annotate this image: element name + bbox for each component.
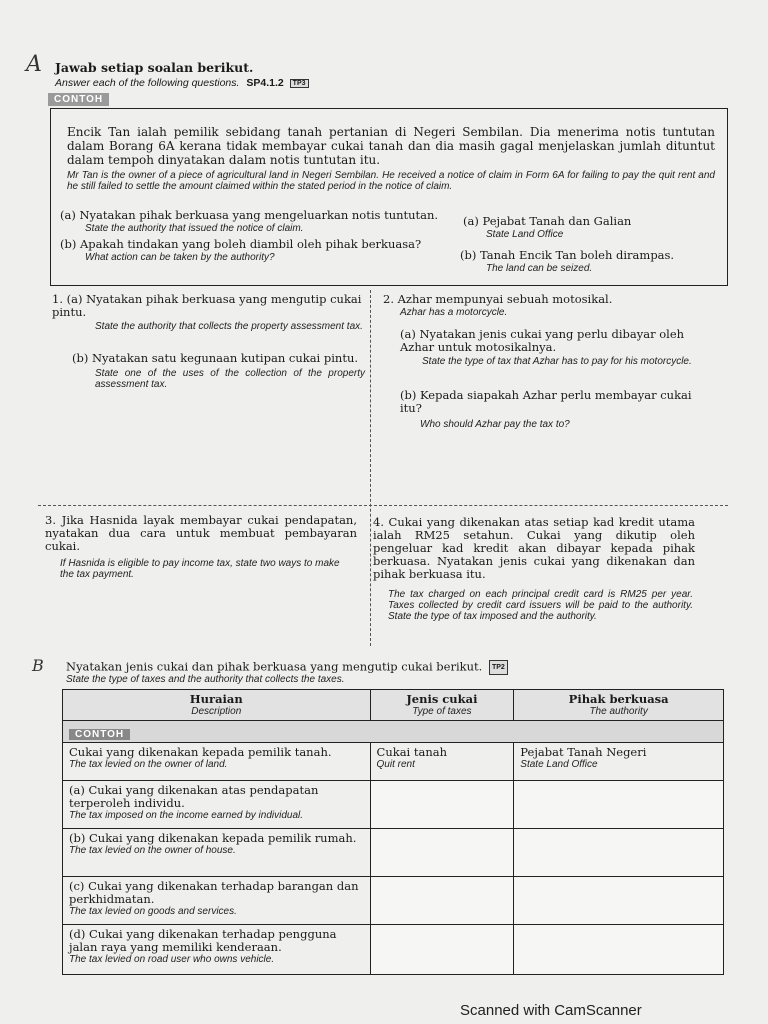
example-label-row	[63, 721, 724, 743]
table-row	[63, 829, 724, 877]
q1-part-a-en: State the authority that collects the property assessment tax.	[95, 321, 363, 332]
row-example-auth-en: State Land Office	[520, 759, 598, 770]
header-type-en: Type of taxes	[412, 706, 472, 717]
row-b-desc	[63, 829, 371, 877]
example-label-cell	[63, 721, 724, 743]
row-b-authority-answer[interactable]	[514, 829, 724, 877]
grid-horizontal-divider	[38, 505, 728, 506]
row-c-desc-my: (c) Cukai yang dikenakan terhadap barangan dan perkhidmatan.	[69, 879, 359, 906]
section-a-title: Jawab setiap soalan berikut.	[55, 60, 254, 75]
row-d-desc-en: The tax levied on road user who owns vehicle.	[69, 954, 275, 965]
row-c-authority-answer[interactable]	[514, 877, 724, 925]
row-c-desc	[63, 877, 371, 925]
q3-question: 3. Jika Hasnida layak membayar cukai pendapatan, nyatakan dua cara untuk membuat pembayaran cukai.	[45, 513, 357, 553]
section-b-tp-badge: TP2	[489, 660, 508, 675]
table-example-label: CONTOH	[69, 729, 130, 740]
grid-vertical-divider	[370, 290, 371, 646]
q1-part-b: (b) Nyatakan satu kegunaan kutipan cukai pintu.	[72, 351, 359, 365]
row-c-type-answer[interactable]	[370, 877, 514, 925]
camscanner-footer: Scanned with CamScanner	[460, 1002, 642, 1019]
q2-part-a-en: State the type of tax that Azhar has to pay for his motorcycle.	[422, 356, 692, 367]
q4-question: 4. Cukai yang dikenakan atas setiap kad kredit utama ialah RM25 setahun. Cukai yang dikutip oleh pengeluar kad kredit akan dibayar kepada pihak berkuasa. Nyatakan jenis cukai yang dikenakan dan pihak berkuasa itu.	[373, 515, 695, 581]
header-description-my: Huraian	[189, 692, 243, 706]
section-b-subtitle: State the type of taxes and the authority that collects the taxes.	[66, 674, 345, 685]
example-question-a-en: State the authority that issued the notice of claim.	[85, 223, 304, 234]
q2-stem: 2. Azhar mempunyai sebuah motosikal.	[383, 292, 613, 306]
header-authority-en: The authority	[589, 706, 648, 717]
example-label: CONTOH	[48, 93, 109, 106]
section-b-title	[66, 660, 508, 675]
q2-stem-en: Azhar has a motorcycle.	[400, 307, 508, 318]
section-b-title-my: Nyatakan jenis cukai dan pihak berkuasa yang mengutip cukai berikut.	[66, 659, 483, 674]
section-a-subtitle-en: Answer each of the following questions.	[55, 77, 240, 89]
tax-table-header	[63, 690, 724, 721]
row-example-auth-my: Pejabat Tanah Negeri	[520, 745, 647, 759]
row-c-desc-en: The tax levied on goods and services.	[69, 906, 237, 917]
q2-part-b: (b) Kepada siapakah Azhar perlu membayar cukai itu?	[400, 388, 692, 415]
section-a-subtitle	[55, 77, 309, 89]
row-d-authority-answer[interactable]	[514, 925, 724, 975]
q2-part-b-en: Who should Azhar pay the tax to?	[420, 419, 570, 430]
example-question-a: (a) Nyatakan pihak berkuasa yang mengeluarkan notis tuntutan.	[60, 208, 439, 222]
row-example-type-my: Cukai tanah	[376, 745, 448, 759]
row-a-desc-en: The tax imposed on the income earned by individual.	[69, 810, 304, 821]
table-row	[63, 925, 724, 975]
q1-part-a: 1. (a) Nyatakan pihak berkuasa yang mengutip cukai pintu.	[52, 292, 362, 319]
row-example-desc-my: Cukai yang dikenakan kepada pemilik tanah.	[69, 745, 332, 759]
row-b-desc-en: The tax levied on the owner of house.	[69, 845, 236, 856]
row-b-desc-my: (b) Cukai yang dikenakan kepada pemilik rumah.	[69, 831, 357, 845]
row-a-type-answer[interactable]	[370, 781, 514, 829]
q2-part-a: (a) Nyatakan jenis cukai yang perlu dibayar oleh Azhar untuk motosikalnya.	[400, 327, 685, 354]
q3-question-en: If Hasnida is eligible to pay income tax, state two ways to make the tax payment.	[60, 558, 340, 580]
header-authority	[514, 690, 724, 721]
header-authority-my: Pihak berkuasa	[568, 692, 669, 706]
header-description-en: Description	[191, 706, 242, 717]
section-a-tp-badge: TP3	[290, 79, 309, 88]
table-row	[63, 781, 724, 829]
row-example-type	[370, 743, 514, 781]
example-question-b: (b) Apakah tindakan yang boleh diambil oleh pihak berkuasa?	[60, 237, 422, 251]
row-example-authority	[514, 743, 724, 781]
example-question-b-en: What action can be taken by the authority?	[85, 252, 275, 263]
row-a-desc	[63, 781, 371, 829]
row-d-type-answer[interactable]	[370, 925, 514, 975]
row-a-desc-my: (a) Cukai yang dikenakan atas pendapatan terperoleh individu.	[69, 783, 319, 810]
section-a-code: SP4.1.2	[246, 77, 284, 89]
table-row	[63, 743, 724, 781]
header-description	[63, 690, 371, 721]
row-a-authority-answer[interactable]	[514, 781, 724, 829]
example-answer-b: (b) Tanah Encik Tan boleh dirampas.	[460, 248, 675, 262]
q1-part-b-en: State one of the uses of the collection of the property assessment tax.	[95, 368, 365, 390]
example-answer-b-en: The land can be seized.	[486, 263, 593, 274]
row-example-desc-en: The tax levied on the owner of land.	[69, 759, 228, 770]
q4-question-en: The tax charged on each principal credit card is RM25 per year. Taxes collected by credit card issuers will be paid to the authority. State the type of tax imposed and the authority.	[388, 589, 693, 622]
example-answer-a: (a) Pejabat Tanah dan Galian	[463, 214, 632, 228]
row-d-desc	[63, 925, 371, 975]
example-paragraph-en: Mr Tan is the owner of a piece of agricultural land in Negeri Sembilan. He received a notice of claim in Form 6A for failing to pay the quit rent and he still failed to settle the amount claimed within the stated period in the notice of claim.	[67, 170, 715, 192]
example-paragraph-my: Encik Tan ialah pemilik sebidang tanah pertanian di Negeri Sembilan. Dia menerima notis tuntutan dalam Borang 6A kerana tidak membayar cukai tanah dan dia masih gagal menjelaskan jumlah dituntut dalam tempoh dinyatakan dalam notis tuntutan itu.	[67, 125, 715, 167]
table-row	[63, 877, 724, 925]
section-a-marker: A	[26, 52, 42, 77]
row-d-desc-my: (d) Cukai yang dikenakan terhadap pengguna jalan raya yang memiliki kenderaan.	[69, 927, 337, 954]
header-type	[370, 690, 514, 721]
row-b-type-answer[interactable]	[370, 829, 514, 877]
row-example-type-en: Quit rent	[376, 759, 415, 770]
header-type-my: Jenis cukai	[406, 692, 478, 706]
tax-table	[62, 689, 724, 975]
example-answer-a-en: State Land Office	[486, 229, 564, 240]
section-b-marker: B	[32, 656, 44, 675]
row-example-desc	[63, 743, 371, 781]
